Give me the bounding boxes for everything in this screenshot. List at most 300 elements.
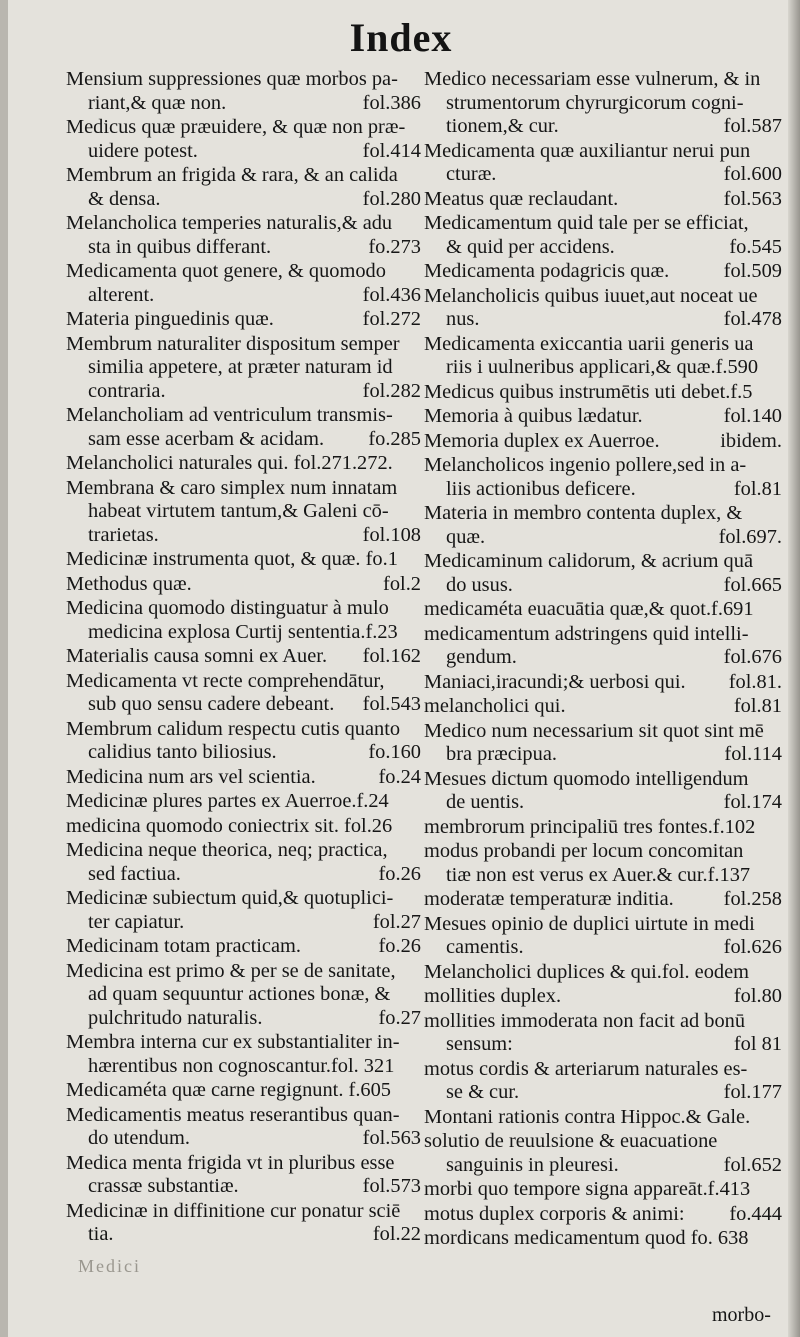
entry-text: Medicamenta quæ auxiliantur nerui pun	[424, 139, 751, 162]
index-entry	[66, 116, 421, 163]
folio-reference: fol.626	[723, 936, 782, 958]
entry-text: Maniaci,iracundi;& uerbosi qui.	[424, 670, 686, 693]
entry-text: Medicinam totam practicam.	[66, 935, 301, 957]
index-entry-line	[424, 430, 782, 454]
index-entry-line	[66, 790, 421, 814]
folio-reference: fol.27	[372, 910, 421, 933]
folio-reference: fol.543	[362, 693, 421, 715]
entry-text: riant,& quæ non.	[88, 91, 227, 114]
index-entry	[424, 212, 782, 259]
folio-reference: fo.26	[378, 935, 421, 957]
folio-reference: fol.600	[723, 163, 782, 185]
index-entry-line	[66, 1127, 421, 1151]
entry-text: Medicina est primo & per se de sanitate,	[66, 959, 396, 982]
index-entry-line	[66, 1055, 421, 1079]
folio-reference: fol.414	[362, 139, 421, 162]
entry-text: sub quo sensu cadere debeant.	[88, 693, 335, 715]
folio-reference: ibidem.	[720, 429, 782, 452]
folio-reference: fol.386	[362, 91, 421, 114]
folio-reference: fo.27	[378, 1006, 421, 1029]
index-entry-line	[424, 743, 782, 767]
index-entry	[66, 1200, 421, 1247]
folio-reference: fol.587	[723, 115, 782, 137]
entry-text: gendum.	[446, 646, 517, 668]
index-entry	[424, 550, 782, 597]
entry-text: Mensium suppressiones quæ morbos pa-	[66, 68, 398, 90]
entry-text: melancholici qui.	[424, 695, 566, 717]
index-entry	[424, 333, 782, 380]
index-entry-line	[424, 550, 782, 574]
entry-text: sed factiua.	[88, 862, 181, 885]
index-column-left	[66, 68, 421, 1248]
folio-reference: fo.26	[378, 862, 421, 885]
entry-text: tiæ non est verus ex Auer.& cur.f.137	[446, 863, 751, 886]
entry-text: nus.	[446, 308, 480, 330]
folio-reference: fol.114	[724, 743, 782, 765]
index-entry-line	[66, 645, 421, 669]
index-entry-line	[424, 791, 782, 815]
entry-text: Medico num necessarium sit quot sint mē	[424, 719, 764, 742]
entry-text: moderatæ temperaturæ inditia.	[424, 888, 674, 910]
entry-text: solutio de reuulsione & euacuatione	[424, 1130, 718, 1152]
index-entry-line	[424, 936, 782, 960]
index-entry-line	[66, 356, 421, 380]
folio-reference: fol.162	[362, 645, 421, 667]
index-entry-line	[424, 92, 782, 116]
entry-text: Medicinæ in diffinitione cur ponatur sciē	[66, 1199, 401, 1222]
index-entry	[66, 718, 421, 765]
entry-text: Materialis causa somni ex Auer.	[66, 645, 328, 667]
entry-text: Medicus quæ præuidere, & quæ non præ-	[66, 116, 406, 138]
index-entry	[66, 670, 421, 717]
index-entry	[424, 695, 782, 719]
folio-reference: fol.478	[723, 308, 782, 330]
folio-reference: fol.81.	[728, 670, 782, 693]
index-column-right	[424, 68, 782, 1252]
catchword: morbo-	[712, 1304, 771, 1326]
index-entry-line	[424, 671, 782, 695]
entry-text: Memoria à quibus lædatur.	[424, 405, 643, 427]
entry-text: do utendum.	[88, 1127, 190, 1149]
folio-reference: fol.81	[733, 477, 782, 500]
index-entry-line	[424, 236, 782, 260]
entry-text: Membrum an frigida & rara, & an calida	[66, 164, 398, 186]
index-entry-line	[424, 1106, 782, 1130]
index-entry	[424, 816, 782, 840]
entry-text: trarietas.	[88, 523, 159, 546]
index-entry-line	[424, 502, 782, 526]
folio-reference: fol.282	[362, 379, 421, 402]
entry-text: crassæ substantiæ.	[88, 1175, 239, 1197]
index-entry	[66, 1079, 421, 1103]
folio-reference: fo.273	[368, 235, 421, 258]
index-entry-line	[424, 840, 782, 864]
entry-text: sensum:	[446, 1033, 513, 1055]
folio-reference: fol.80	[733, 985, 782, 1007]
index-entry	[66, 839, 421, 886]
entry-text: Medico necessariam esse vulnerum, & in	[424, 68, 761, 90]
index-entry-line	[424, 623, 782, 647]
index-entry-line	[66, 333, 421, 357]
entry-text: mordicans medicamentum quod fo. 638	[424, 1227, 749, 1249]
entry-text: sta in quibus differant.	[88, 235, 272, 258]
folio-reference: fo.160	[368, 741, 421, 763]
index-entry-line	[66, 236, 421, 260]
folio-reference: fo.545	[729, 235, 782, 258]
index-entry-line	[424, 68, 782, 92]
index-entry-line	[66, 1200, 421, 1224]
index-entry-line	[66, 815, 421, 839]
index-entry-line	[66, 1223, 421, 1247]
folio-reference: fol.140	[723, 405, 782, 427]
index-entry-line	[424, 1058, 782, 1082]
folio-reference: fol.697.	[718, 525, 782, 548]
index-entry	[66, 212, 421, 259]
entry-text: medicina quomodo coniectrix sit. fol.26	[66, 814, 393, 837]
index-entry-line	[66, 693, 421, 717]
index-entry	[424, 1227, 782, 1251]
folio-reference: fol.563	[362, 1127, 421, 1149]
index-entry-line	[424, 1081, 782, 1105]
entry-text: Materia pinguedinis quæ.	[66, 308, 274, 330]
entry-text: motus cordis & arteriarum naturales es-	[424, 1057, 748, 1080]
entry-text: Mesues dictum quomodo intelligendum	[424, 767, 749, 790]
index-entry-line	[424, 285, 782, 309]
index-entry-line	[424, 695, 782, 719]
entry-text: tia.	[88, 1223, 114, 1245]
folio-reference: fol.280	[362, 187, 421, 210]
index-entry-line	[424, 1033, 782, 1057]
entry-text: membrorum principaliū tres fontes.f.102	[424, 815, 756, 838]
index-entry	[424, 1058, 782, 1105]
index-entry-line	[66, 863, 421, 887]
entry-text: strumentorum chyrurgicorum cogni-	[446, 91, 744, 114]
index-entry-line	[66, 1031, 421, 1055]
index-entry-line	[424, 212, 782, 236]
entry-text: Medicamentis meatus reserantibus quan-	[66, 1103, 400, 1126]
entry-text: Membrum calidum respectu cutis quanto	[66, 717, 401, 740]
index-entry-line	[424, 913, 782, 937]
index-entry	[424, 913, 782, 960]
entry-text: sam esse acerbam & acidam.	[88, 427, 325, 450]
folio-reference: fol.509	[723, 260, 782, 282]
index-entry	[424, 720, 782, 767]
entry-text: liis actionibus deficere.	[446, 477, 636, 500]
entry-text: Melancholicis quibus iuuet,aut noceat ue	[424, 284, 758, 307]
entry-text: similia appetere, at præter naturam id	[88, 356, 393, 378]
index-entry	[66, 887, 421, 934]
index-entry	[424, 381, 782, 405]
index-entry	[424, 1130, 782, 1177]
index-entry-line	[66, 1007, 421, 1031]
index-entry-line	[66, 164, 421, 188]
folio-reference: fol.573	[362, 1175, 421, 1197]
entry-text: calidius tanto biliosius.	[88, 741, 277, 763]
index-entry-line	[424, 1178, 782, 1202]
index-entry-line	[66, 1079, 421, 1103]
entry-text: Medicamenta exiccantia uarii generis ua	[424, 332, 754, 355]
index-entry-line	[66, 308, 421, 332]
entry-text: do usus.	[446, 573, 513, 596]
entry-text: habeat virtutem tantum,& Galeni cō-	[88, 500, 389, 522]
folio-reference: fol.652	[723, 1153, 782, 1176]
folio-reference: fol.2	[383, 572, 421, 595]
index-entry-line	[424, 961, 782, 985]
entry-text: Meatus quæ reclaudant.	[424, 187, 619, 210]
index-entry	[66, 766, 421, 790]
index-entry	[424, 502, 782, 549]
entry-text: riis i uulneribus applicari,& quæ.f.590	[446, 356, 759, 378]
index-entry	[66, 68, 421, 115]
index-entry	[66, 790, 421, 814]
index-entry	[66, 1152, 421, 1199]
entry-text: Materia in membro contenta duplex, &	[424, 502, 743, 524]
entry-text: se & cur.	[446, 1081, 520, 1103]
index-entry	[66, 333, 421, 404]
index-entry-line	[424, 816, 782, 840]
index-entry	[424, 840, 782, 887]
index-entry-line	[424, 333, 782, 357]
index-entry-line	[66, 741, 421, 765]
index-entry	[424, 888, 782, 912]
index-entry-line	[66, 188, 421, 212]
index-entry	[424, 1203, 782, 1227]
index-entry	[66, 815, 421, 839]
entry-text: & densa.	[88, 187, 161, 210]
entry-text: Membra interna cur ex substantialiter in-	[66, 1031, 400, 1053]
folio-reference: fol.177	[723, 1081, 782, 1103]
entry-text: cturæ.	[446, 163, 497, 185]
index-entry-line	[424, 140, 782, 164]
entry-text: Medicina neque theorica, neq; practica,	[66, 839, 388, 861]
index-entry-line	[66, 911, 421, 935]
entry-text: Medicamentum quid tale per se efficiat,	[424, 212, 749, 234]
entry-text: morbi quo tempore signa appareāt.f.413	[424, 1178, 751, 1200]
entry-text: de uentis.	[446, 791, 525, 813]
entry-text: Melancholici naturales qui. fol.271.272.	[66, 452, 393, 474]
entry-text: uidere potest.	[88, 139, 198, 162]
index-entry	[66, 960, 421, 1031]
index-entry	[424, 285, 782, 332]
entry-text: contraria.	[88, 379, 166, 402]
book-page	[8, 0, 794, 1337]
entry-text: medicina explosa Curtij sententia.f.23	[88, 620, 398, 643]
index-entry	[66, 404, 421, 451]
index-entry	[424, 1178, 782, 1202]
index-entry-line	[424, 985, 782, 1009]
index-entry-line	[424, 1227, 782, 1251]
entry-text: Medicinæ subiectum quid,& quotuplici-	[66, 887, 394, 909]
index-entry-line	[424, 598, 782, 622]
index-entry	[424, 671, 782, 695]
index-entry	[424, 985, 782, 1009]
index-entry-line	[424, 1130, 782, 1154]
folio-reference: fo.444	[729, 1202, 782, 1225]
folio-reference: fol.174	[723, 791, 782, 813]
entry-text: Melancholica temperies naturalis,& adu	[66, 212, 393, 234]
index-entry-line	[424, 188, 782, 212]
entry-text: Medicamenta quot genere, & quomodo	[66, 260, 386, 282]
index-entry-line	[424, 260, 782, 284]
entry-text: tionem,& cur.	[446, 115, 559, 137]
index-entry	[424, 405, 782, 429]
entry-text: Medicamenta podagricis quæ.	[424, 260, 670, 282]
entry-text: motus duplex corporis & animi:	[424, 1202, 685, 1225]
entry-text: Medicaméta quæ carne regignunt. f.605	[66, 1079, 392, 1101]
folio-reference: fo.285	[368, 427, 421, 450]
entry-text: mollities duplex.	[424, 985, 562, 1007]
entry-text: Medicina num ars vel scientia.	[66, 765, 316, 788]
bleed-through-text: Medici	[78, 1256, 141, 1276]
index-entry-line	[66, 284, 421, 308]
folio-reference: fol.108	[362, 523, 421, 546]
index-entry-line	[424, 115, 782, 139]
entry-text: ter capiatur.	[88, 910, 185, 933]
folio-reference: fol.665	[723, 573, 782, 596]
index-entry	[66, 548, 421, 572]
index-entry-line	[424, 478, 782, 502]
index-entry	[424, 598, 782, 622]
index-entry-line	[66, 1152, 421, 1176]
entry-text: bra præcipua.	[446, 743, 557, 765]
entry-text: ad quam sequuntur actiones bonæ, &	[88, 983, 391, 1005]
index-entry-line	[424, 454, 782, 478]
index-entry-line	[66, 500, 421, 524]
folio-reference: fol 81	[733, 1033, 782, 1055]
entry-text: medicamentum adstringens quid intelli-	[424, 622, 749, 645]
index-entry-line	[66, 116, 421, 140]
index-entry-line	[424, 381, 782, 405]
index-entry-line	[424, 864, 782, 888]
entry-text: Medicina quomodo distinguatur à mulo	[66, 597, 389, 619]
index-entry	[66, 645, 421, 669]
entry-text: pulchritudo naturalis.	[88, 1006, 263, 1029]
entry-text: Melancholiam ad ventriculum transmis-	[66, 404, 393, 426]
index-entry-line	[424, 768, 782, 792]
entry-text: Melancholici duplices & qui.fol. eodem	[424, 960, 750, 983]
index-entry-line	[66, 68, 421, 92]
index-entry-line	[66, 597, 421, 621]
index-entry-line	[424, 720, 782, 744]
index-entry-line	[424, 356, 782, 380]
index-entry	[66, 935, 421, 959]
entry-text: Medicinæ instrumenta quot, & quæ. fo.1	[66, 548, 398, 570]
index-entry	[66, 597, 421, 644]
index-entry	[424, 68, 782, 139]
page-title: Index	[349, 15, 453, 60]
index-entry-line	[66, 983, 421, 1007]
index-entry-line	[424, 308, 782, 332]
index-entry	[66, 573, 421, 597]
index-entry-line	[424, 888, 782, 912]
index-entry	[424, 454, 782, 501]
index-entry	[424, 1106, 782, 1130]
index-entry-line	[66, 573, 421, 597]
index-entry	[424, 260, 782, 284]
index-entry-line	[66, 524, 421, 548]
entry-text: & quid per accidens.	[446, 235, 615, 258]
index-entry-line	[66, 621, 421, 645]
index-entry-line	[424, 646, 782, 670]
index-entry-line	[66, 548, 421, 572]
index-entry-line	[424, 1010, 782, 1034]
folio-reference: fol.81	[733, 695, 782, 717]
entry-text: Medicaminum calidorum, & acrium quā	[424, 550, 753, 572]
entry-text: Medica menta frigida vt in pluribus esse	[66, 1151, 395, 1174]
index-entry	[424, 430, 782, 454]
index-entry-line	[66, 766, 421, 790]
folio-reference: fol.258	[723, 888, 782, 910]
index-entry	[424, 961, 782, 985]
index-entry-line	[66, 935, 421, 959]
entry-text: mollities immoderata non facit ad bonū	[424, 1009, 746, 1032]
folio-reference: fo.24	[378, 765, 421, 788]
index-entry	[66, 452, 421, 476]
index-entry	[66, 260, 421, 307]
index-entry-line	[66, 428, 421, 452]
index-entry-line	[424, 405, 782, 429]
folio-reference: fol.563	[723, 187, 782, 210]
entry-text: Methodus quæ.	[66, 572, 192, 595]
entry-text: Membrum naturaliter dispositum semper	[66, 332, 400, 355]
entry-text: Medicus quibus instrumētis uti debet.f.5	[424, 380, 753, 403]
entry-text: alterent.	[88, 283, 155, 306]
folio-reference: fol.272	[362, 308, 421, 330]
index-entry-line	[66, 140, 421, 164]
entry-text: Memoria duplex ex Auerroe.	[424, 429, 660, 452]
entry-text: modus probandi per locum concomitan	[424, 840, 744, 862]
entry-text: Medicinæ plures partes ex Auerroe.f.24	[66, 790, 389, 812]
entry-text: camentis.	[446, 936, 524, 958]
entry-text: Melancholicos ingenio pollere,sed in a-	[424, 454, 747, 476]
index-entry	[424, 623, 782, 670]
entry-text: medicaméta euacuātia quæ,& quot.f.691	[424, 598, 754, 620]
folio-reference: fol.676	[723, 646, 782, 668]
index-entry	[424, 1010, 782, 1057]
folio-reference: fol.22	[372, 1223, 421, 1245]
index-entry-line	[66, 260, 421, 284]
index-entry	[66, 477, 421, 548]
index-entry-line	[66, 212, 421, 236]
index-entry	[66, 1031, 421, 1078]
index-entry-line	[66, 1104, 421, 1128]
index-entry-line	[66, 887, 421, 911]
index-entry	[66, 308, 421, 332]
index-entry-line	[424, 574, 782, 598]
index-entry-line	[66, 670, 421, 694]
index-entry-line	[424, 1203, 782, 1227]
index-entry	[424, 768, 782, 815]
entry-text: Mesues opinio de duplici uirtute in medi	[424, 912, 755, 935]
index-entry-line	[424, 163, 782, 187]
entry-text: sanguinis in pleuresi.	[446, 1153, 619, 1176]
entry-text: hærentibus non cognoscantur.fol. 321	[88, 1054, 395, 1077]
entry-text: Medicamenta vt recte comprehendātur,	[66, 669, 385, 692]
index-entry	[424, 140, 782, 187]
index-entry-line	[66, 380, 421, 404]
entry-text: Membrana & caro simplex num innatam	[66, 476, 398, 499]
index-entry	[66, 164, 421, 211]
index-entry-line	[424, 1154, 782, 1178]
index-entry-line	[66, 404, 421, 428]
index-entry-line	[66, 452, 421, 476]
index-entry	[66, 1104, 421, 1151]
folio-reference: fol.436	[362, 283, 421, 306]
index-entry-line	[66, 839, 421, 863]
index-entry-line	[66, 718, 421, 742]
index-entry-line	[424, 526, 782, 550]
index-entry-line	[66, 960, 421, 984]
